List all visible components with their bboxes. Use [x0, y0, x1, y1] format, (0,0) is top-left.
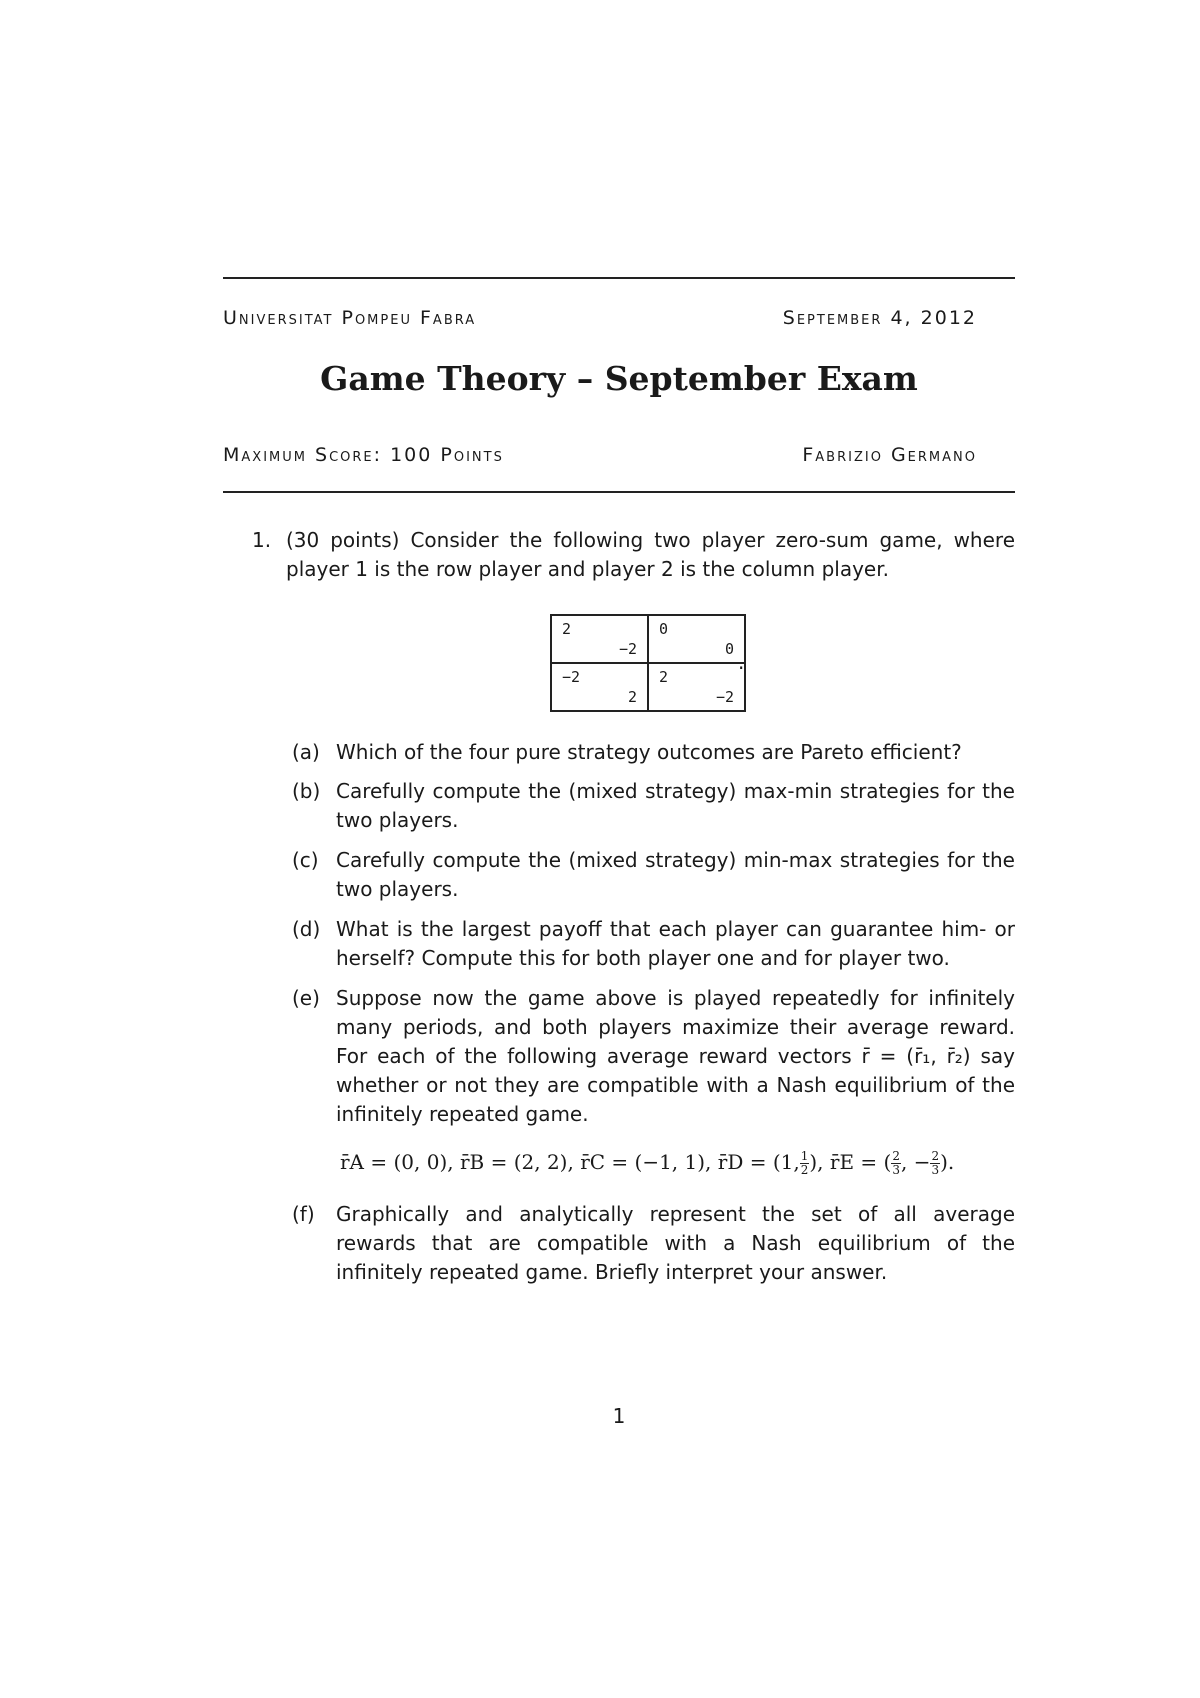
question-1 — [252, 526, 1015, 584]
matrix-cell — [648, 615, 745, 663]
vector-e-suffix: ). — [940, 1150, 955, 1174]
part-text: Suppose now the game above is played repeatedly for infinitely many periods, and both players maximize their average reward. For each of the following average reward vectors r̄ = (r̄₁, r̄₂) say whether or not they are compatible with a Nash equilibrium of the infinitely repeated game. — [336, 986, 1015, 1126]
vector-b: r̄B = (2, 2), — [459, 1150, 574, 1174]
page-number: 1 — [612, 1404, 626, 1428]
top-rule — [223, 277, 1015, 279]
part-text: Carefully compute the (mixed strategy) min-max strategies for the two players. — [336, 848, 1015, 901]
fraction-half: $\frac{1}{2}$ — [800, 1149, 809, 1177]
part-label: (f) — [292, 1202, 315, 1226]
vector-c: r̄C = (−1, 1), — [580, 1150, 712, 1174]
part-text: Graphically and analytically represent the set of all average rewards that are compatible with a Nash equilibrium of the infinitely repeated game. Briefly interpret your answer. — [336, 1202, 1015, 1284]
matrix-cell — [648, 663, 745, 711]
part-label: (a) — [292, 740, 320, 764]
matrix-period: . — [738, 650, 745, 674]
payoff-player1: 2 — [659, 668, 669, 686]
payoff-player2: −2 — [715, 688, 734, 706]
payoff-player1: −2 — [562, 668, 581, 686]
university-name: Universitat Pompeu Fabra — [223, 307, 477, 329]
question-text: (30 points) Consider the following two player zero-sum game, where player 1 is the row player and player 2 is the column player. — [286, 528, 1015, 581]
fraction-two-thirds: $\frac{2}{3}$ — [892, 1149, 900, 1177]
reward-vectors-formula — [340, 1150, 954, 1177]
part-text: Which of the four pure strategy outcomes are Pareto efficient? — [336, 740, 962, 764]
fraction-two-thirds: $\frac{2}{3}$ — [931, 1149, 940, 1177]
max-score: Maximum Score: 100 Points — [223, 444, 504, 466]
part-label: (d) — [292, 917, 321, 941]
part-label: (e) — [292, 986, 320, 1010]
part-label: (c) — [292, 848, 319, 872]
part-text: Carefully compute the (mixed strategy) max-min strategies for the two players. — [336, 779, 1015, 832]
matrix-cell — [551, 615, 648, 663]
vector-d-suffix: ), — [809, 1150, 824, 1174]
payoff-player1: 0 — [659, 620, 669, 638]
vector-d-prefix: r̄D = (1, — [717, 1150, 800, 1174]
exam-date: September 4, 2012 — [782, 307, 977, 329]
vector-e-prefix: r̄E = ( — [829, 1150, 892, 1174]
bottom-rule — [223, 491, 1015, 493]
author-name: Fabrizio Germano — [802, 444, 977, 466]
page-title: Game Theory – September Exam — [320, 359, 918, 398]
part-text: What is the largest payoff that each player can guarantee him- or herself? Compute this for both player one and for player two. — [336, 917, 1015, 970]
vector-e-mid: , − — [900, 1150, 931, 1174]
vector-a: r̄A = (0, 0), — [340, 1150, 454, 1174]
part-label: (b) — [292, 779, 321, 803]
question-number: 1. — [252, 528, 272, 552]
payoff-player2: 2 — [627, 688, 637, 706]
payoff-player1: 2 — [562, 620, 572, 638]
payoff-matrix — [550, 614, 746, 712]
payoff-player2: 0 — [724, 640, 734, 658]
matrix-cell — [551, 663, 648, 711]
payoff-player2: −2 — [618, 640, 637, 658]
